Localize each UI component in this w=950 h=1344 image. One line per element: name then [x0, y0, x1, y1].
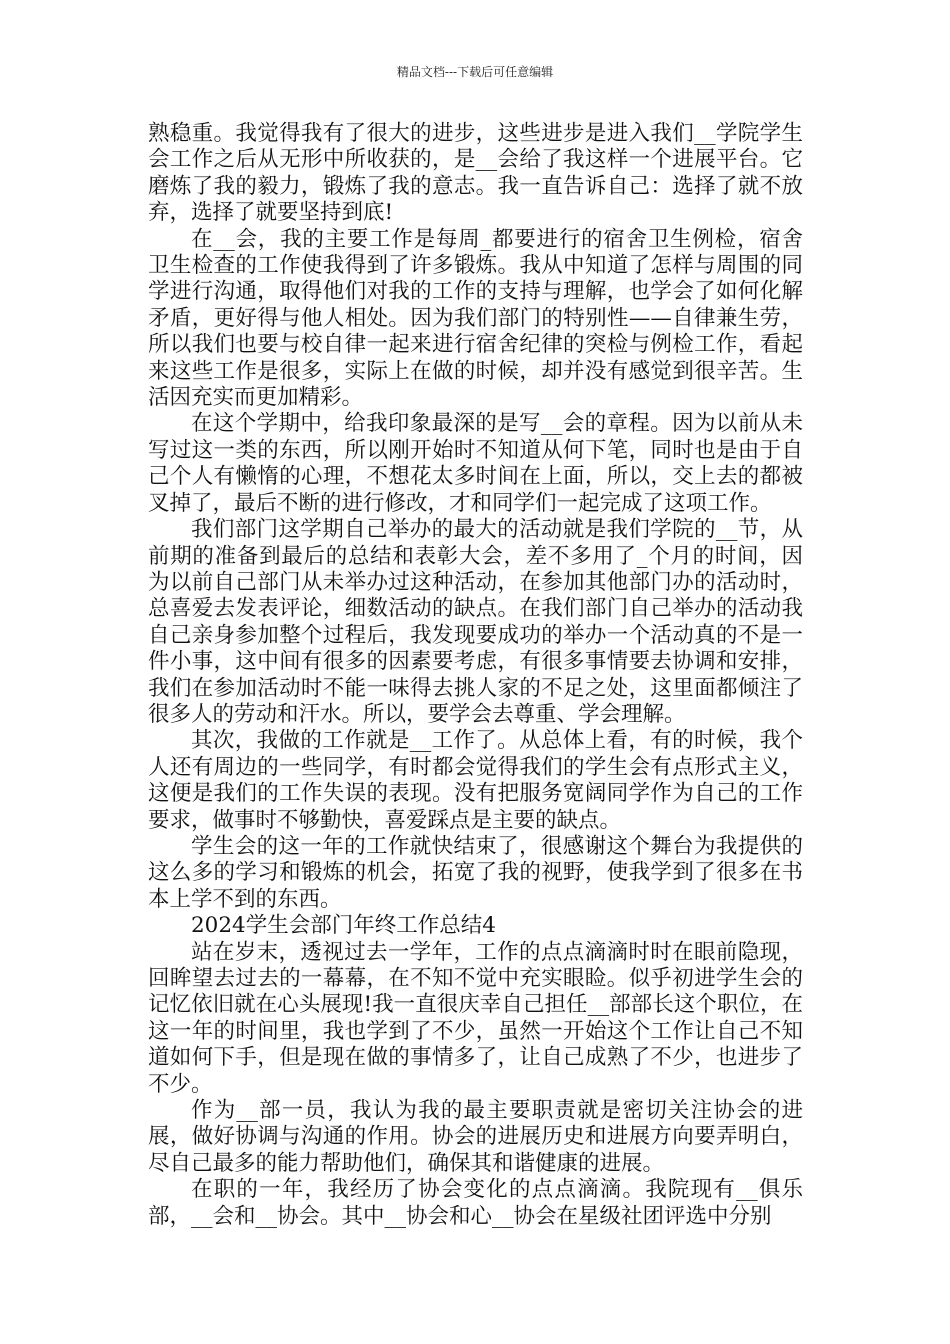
- page-header: 精品文档---下载后可任意编辑: [396, 65, 554, 79]
- document-body: [148, 121, 803, 1230]
- paragraph: 作为__部一员，我认为我的最主要职责就是密切关注协会的进展，做好协调与沟通的作用。协会的进展历史和进展方向要弄明白，尽自己最多的能力帮助他们，确保其和谐健康的进展。: [148, 1098, 803, 1176]
- paragraph: 站在岁末，透视过去一学年，工作的点点滴滴时时在眼前隐现，回眸望去过去的一幕幕，在不知不觉中充实眼睑。似乎初进学生会的记忆依旧就在心头展现!我一直很庆幸自己担任__部部长这个职位，在这一年的时间里，我也学到了不少，虽然一开始这个工作让自己不知道如何下手，但是现在做的事情多了，让自己成熟了不少，也进步了不少。: [148, 939, 803, 1097]
- paragraph: 在__会，我的主要工作是每周_都要进行的宿舍卫生例检，宿舍卫生检查的工作使我得到了许多锻炼。我从中知道了怎样与周围的同学进行沟通，取得他们对我的工作的支持与理解，也学会了如何化解矛盾，更好得与他人相处。因为我们部门的特别性——自律兼生劳，所以我们也要与校自律一起来进行宿舍纪律的突检与例检工作，看起来这些工作是很多，实际上在做的时候，却并没有感觉到很辛苦。生活因充实而更加精彩。: [148, 226, 803, 411]
- paragraph: 在职的一年，我经历了协会变化的点点滴滴。我院现有__俱乐部，__会和__协会。其中__协会和心__协会在星级社团评选中分别: [148, 1177, 803, 1229]
- paragraph: 学生会的这一年的工作就快结束了，很感谢这个舞台为我提供的这么多的学习和锻炼的机会，拓宽了我的视野，使我学到了很多在书本上学不到的东西。: [148, 833, 803, 912]
- section-title: 2024学生会部门年终工作总结4: [191, 913, 496, 939]
- paragraph: 其次，我做的工作就是__工作了。从总体上看，有的时候，我个人还有周边的一些同学，有时都会觉得我们的学生会有点形式主义，这便是我们的工作失误的表现。没有把服务宽阔同学作为自己的工作要求，做事时不够勤快，喜爱踩点是主要的缺点。: [148, 728, 803, 833]
- paragraph: 我们部门这学期自己举办的最大的活动就是我们学院的__节，从前期的准备到最后的总结和表彰大会，差不多用了_个月的时间，因为以前自己部门从未举办过这种活动，在参加其他部门办的活动时，总喜爱去发表评论，细数活动的缺点。在我们部门自己举办的活动我自己亲身参加整个过程后，我发现要成功的举办一个活动真的不是一件小事，这中间有很多的因素要考虑，有很多事情要去协调和安排，我们在参加活动时不能一味得去挑人家的不足之处，这里面都倾注了很多人的劳动和汗水。所以，要学会去尊重、学会理解。: [148, 517, 803, 727]
- paragraph: 熟稳重。我觉得我有了很大的进步，这些进步是进入我们__学院学生会工作之后从无形中所收获的，是__会给了我这样一个进展平台。它磨炼了我的毅力，锻炼了我的意志。我一直告诉自己：选择了就不放弃，选择了就要坚持到底!: [148, 121, 803, 226]
- paragraph: 在这个学期中，给我印象最深的是写__会的章程。因为以前从未写过这一类的东西，所以刚开始时不知道从何下笔，同时也是由于自己个人有懒惰的心理，不想花太多时间在上面，所以，交上去的都被叉掉了，最后不断的进行修改，才和同学们一起完成了这项工作。: [148, 411, 803, 516]
